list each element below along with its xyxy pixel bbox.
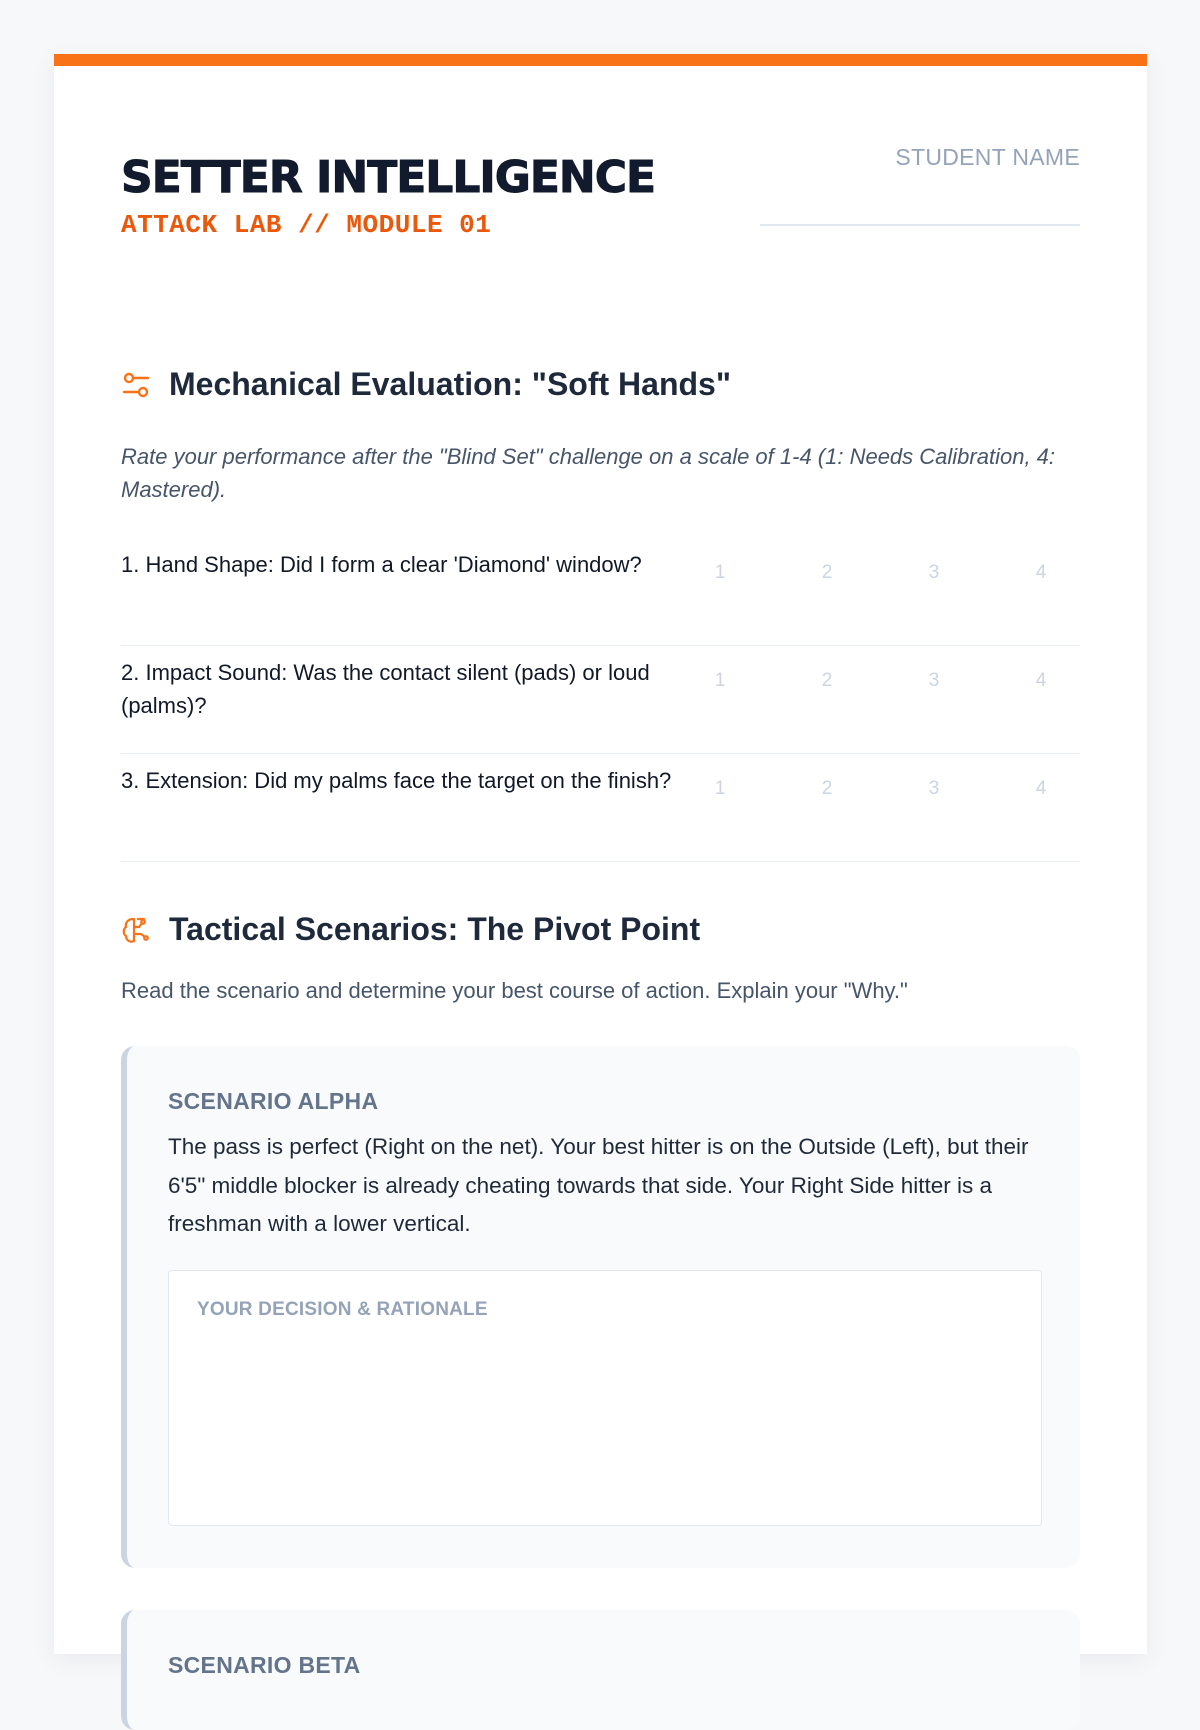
mechanical-section-title: Mechanical Evaluation: "Soft Hands" — [169, 366, 731, 402]
rating-option-3[interactable]: 3 — [928, 778, 940, 799]
decision-rationale-label: YOUR DECISION & RATIONALE — [197, 1299, 488, 1320]
scenario-card-alpha — [121, 1046, 1080, 1568]
brain-icon — [121, 915, 151, 945]
scenario-label: SCENARIO ALPHA — [168, 1088, 379, 1114]
rating-option-3[interactable]: 3 — [928, 562, 940, 583]
worksheet — [54, 54, 1147, 1678]
student-name-label: STUDENT NAME — [895, 144, 1080, 170]
rating-option-3[interactable]: 3 — [928, 670, 940, 691]
rating-row-hand-shape — [121, 538, 1080, 646]
decision-rationale-textarea[interactable] — [168, 1270, 1042, 1526]
header — [121, 142, 1080, 252]
rating-option-4[interactable]: 4 — [1035, 778, 1047, 799]
mechanical-instructions: Rate your performance after the "Blind Set" challenge on a scale of 1-4 (1: Needs Calibration, 4: Mastered). — [121, 444, 1056, 502]
tactical-section-heading — [121, 911, 700, 948]
page-subtitle: ATTACK LAB // MODULE 01 — [121, 210, 492, 240]
tactical-instructions: Read the scenario and determine your best course of action. Explain your "Why." — [121, 978, 908, 1003]
sliders-icon — [121, 370, 151, 400]
rating-question: 2. Impact Sound: Was the contact silent (pads) or loud (palms)? — [121, 660, 650, 718]
tactical-section-title: Tactical Scenarios: The Pivot Point — [169, 911, 701, 947]
rating-row-extension — [121, 754, 1080, 862]
rating-option-4[interactable]: 4 — [1035, 562, 1047, 583]
rating-option-1[interactable]: 1 — [714, 670, 726, 691]
rating-option-1[interactable]: 1 — [714, 562, 726, 583]
rating-row-impact-sound — [121, 646, 1080, 754]
scenario-text: The pass is perfect (Right on the net). Your best hitter is on the Outside (Left), but their 6'5" middle blocker is already cheating towards that side. Your Right Side hitter is a freshman with a lower vertical. — [168, 1134, 1029, 1236]
rating-question: 3. Extension: Did my palms face the target on the finish? — [121, 768, 672, 793]
rating-option-4[interactable]: 4 — [1035, 670, 1047, 691]
rating-option-2[interactable]: 2 — [821, 670, 833, 691]
scenario-card-beta — [121, 1610, 1080, 1730]
page-title: SETTER INTELLIGENCE — [121, 152, 656, 203]
mechanical-section-heading — [121, 366, 731, 403]
student-name-field[interactable] — [760, 142, 1080, 226]
rating-option-2[interactable]: 2 — [821, 778, 833, 799]
rating-option-2[interactable]: 2 — [821, 562, 833, 583]
rating-question: 1. Hand Shape: Did I form a clear 'Diamond' window? — [121, 552, 642, 577]
rating-option-1[interactable]: 1 — [714, 778, 726, 799]
scenario-label: SCENARIO BETA — [168, 1652, 361, 1678]
